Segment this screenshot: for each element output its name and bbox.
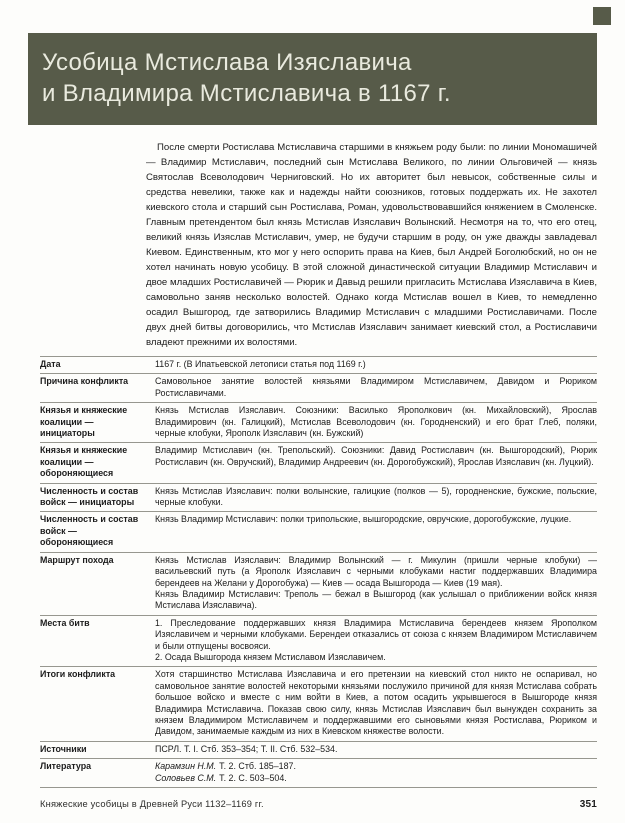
row-label: Причина конфликта (40, 376, 129, 387)
row-label: Литература (40, 761, 92, 772)
row-literature (40, 758, 597, 787)
row-paragraph: Владимир Мстиславич (кн. Трепольский). Союзники: Давид Ростиславич (кн. Вышгородский), Рюрик Ростиславич (кн. Овручский), Владимир Андреевич (кн. Дорогобужский), Ярослав Изяславич (кн. Луцкий). (155, 445, 597, 467)
row-sources (40, 741, 597, 758)
row-cause (40, 373, 597, 402)
page-title-line-2: и Владимира Мстиславича в 1167 г. (42, 80, 451, 107)
intro-paragraph: После смерти Ростислава Мстиславича старшими в княжьем роду были: по линии Мономашичей — Владимир Мстиславич, последний сын Мстислава Великого, по линии Ольговичей — князь Святослав Всеволодович Черниговский. Но их авторитет был невысок, собственные силы и средства невелики, также как и надежды найти союзников, готовых поддержать их. Не захотел киевского стола и старший сын Ростислава, Роман, удовольствовавшийся княжением в Смоленске. Главным претендентом был князь Мстислав Изяславич Волынский. Несмотря на то, что его отец, великий князь Изяслав Мстиславич, умер, не будучи старшим в роду, он уже дважды завладевал Киевом. Единственным, кто мог у него оспорить права на Киев, был Андрей Боголюбский, но он не хотел начинать новую усобицу. В этой сложной династической ситуации Владимир Мстиславич и двое младших Ростиславичей — Рюрик и Давыд решили пригласить Мстислава Изяславича в Киев, самовольно заняв несколько волостей. Однако когда Мстислав вошел в Киев, то немедленно осадил Вышгород, где затворились Владимир Мстиславич с младшими Ростиславичами. После двух дней битвы договорились, что Мстислав Изяславич занимает киевский стол, а Ростиславичи владеют прежними их волостями. (146, 142, 597, 348)
row-label: Князья и княжеские коалиции — обороняющиеся (40, 445, 128, 479)
row-label: Источники (40, 743, 87, 754)
row-outcome (40, 666, 597, 740)
row-date (40, 356, 597, 373)
chapter-marker-square (593, 7, 611, 25)
row-content (155, 669, 597, 737)
row-paragraph: Князь Владимир Мстиславич: полки трипольские, вышгородские, овручские, дорогобужские, луцкие. (155, 514, 572, 525)
row-label: Князья и княжеские коалиции — инициаторы (40, 405, 128, 439)
row-paragraph: Хотя старшинство Мстислава Изяславича и его претензии на киевский стол никто не оспаривал, но самовольное занятие волостей некоторыми князьями послужило причиной для князя Мстислава собрать большое войско и вместе с ним войти в Киев, а потом осадить укрывшегося в Вышгороде князя Владимира Мстиславича. Показав свою силу, князь Мстислав Изяславич был вынужден сохранить за князем Владимиром Мстиславичем и поддержавшими его сыновьями князя Ростислава, Рюриком и Давидом, занимаемые каждым из них в Киевском княжестве волости. (155, 669, 597, 737)
row-content (155, 761, 597, 784)
row-initiator-forces (40, 483, 597, 512)
row-paragraph: Князь Владимир Мстиславич: Треполь — бежал в Вышгород (как услышал о приближении войск князя Мстислава Изяславича). (155, 588, 597, 611)
row-battle-sites (40, 615, 597, 667)
row-content (155, 514, 597, 548)
row-paragraph: 2. Осада Вышгорода князем Мстиславом Изяславичем. (155, 651, 386, 662)
row-paragraph: Князь Мстислав Изяславич: полки волынские, галицкие (полков — 5), городненские, бужские, польские, черные клобуки. (155, 485, 597, 508)
literature-entry (155, 773, 597, 784)
row-label: Численность и состав войск — инициаторы (40, 485, 139, 508)
page-title (28, 33, 597, 109)
row-paragraph: Князь Мстислав Изяславич. Союзники: Василько Ярополкович (кн. Михайловский), Ярослав Владимирович (кн. Галицкий), Мстислав Всеволодович (кн. Городненский) и его брат Глеб, поляки, черные клобуки, Ярополк Изяславич (кн. Бужский) (155, 405, 597, 439)
literature-author: Карамзин Н.М. (155, 761, 217, 772)
row-content (155, 376, 597, 399)
conflict-table (40, 356, 597, 788)
row-label: Маршрут похода (40, 554, 114, 565)
title-band (28, 33, 597, 125)
row-paragraph: Самовольное занятие волостей князьями Владимиром Мстиславичем, Давидом и Рюриком Ростиславичами. (155, 376, 597, 398)
row-content (155, 618, 597, 664)
literature-entry (155, 761, 597, 772)
page-title-line-1: Усобица Мстислава Изяславича (42, 49, 412, 76)
row-content (155, 555, 597, 612)
row-content (155, 744, 597, 755)
row-defender-princes (40, 442, 597, 482)
row-campaign-route (40, 552, 597, 615)
row-initiator-princes (40, 402, 597, 442)
row-paragraph: Князь Мстислав Изяславич: Владимир Волынский — г. Микулин (пришли черные клобуки) — васильевский путь (а Ярополк Изяславич с черными клобуками настиг поддержавших Владимира берендеев на Желани у Дорогобужа) — Киев — осада Вышгорода — Киев (19 мая). (155, 554, 597, 588)
row-label: Места битв (40, 617, 90, 628)
literature-author: Соловьев С.М. (155, 772, 217, 783)
row-content (155, 405, 597, 439)
row-defender-forces (40, 511, 597, 551)
row-label: Итоги конфликта (40, 669, 116, 680)
row-label: Дата (40, 359, 61, 369)
running-footer-title: Княжеские усобицы в Древней Руси 1132–1169 гг. (40, 799, 264, 809)
literature-ref: Т. 2. Стб. 185–187. (219, 761, 296, 772)
row-paragraph: 1167 г. (В Ипатьевской летописи статья под 1169 г.) (155, 359, 366, 369)
literature-ref: Т. 2. С. 503–504. (219, 772, 287, 783)
row-content (155, 486, 597, 509)
row-paragraph: 1. Преследование поддержавших князя Владимира Мстиславича берендеев князем Ярополком Изяславичем и черными клобуками. Берендеи отказались от союза с князем Владимиром Мстиславичем и были отпущены восвояси. (155, 617, 597, 651)
row-content (155, 445, 597, 479)
page-number: 351 (579, 799, 597, 810)
intro-block (146, 140, 597, 350)
row-content (155, 359, 597, 370)
row-label: Численность и состав войск — обороняющиеся (40, 514, 139, 548)
running-footer (40, 799, 597, 810)
row-paragraph: ПСРЛ. Т. I. Стб. 353–354; Т. II. Стб. 532–534. (155, 743, 338, 754)
